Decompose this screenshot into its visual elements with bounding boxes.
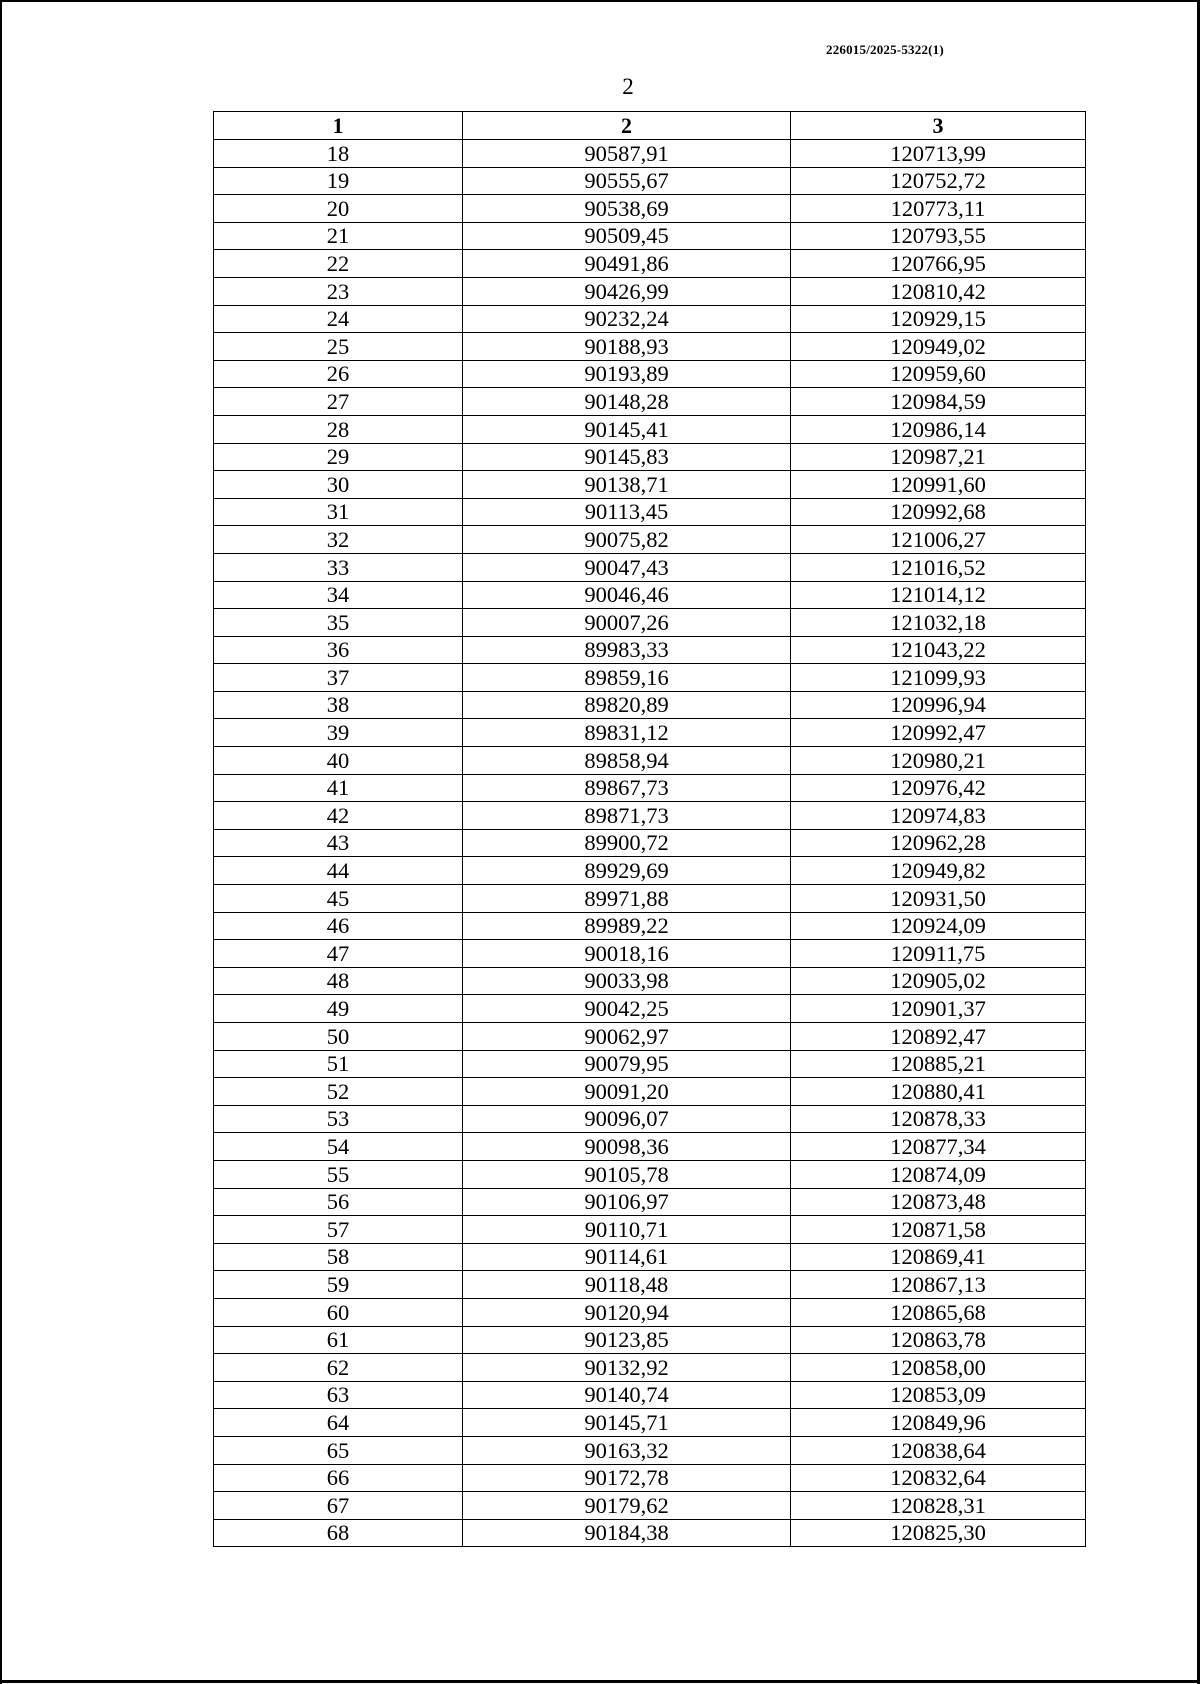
x-coordinate-cell: 90096,07 [463,1105,791,1133]
point-number-cell: 49 [214,995,463,1023]
table-row [214,1409,1086,1437]
y-coordinate-cell: 120980,21 [791,747,1086,775]
point-number-cell: 60 [214,1298,463,1326]
y-coordinate-cell: 120929,15 [791,305,1086,333]
x-coordinate-cell: 90123,85 [463,1326,791,1354]
page-border-top [0,0,1200,2]
x-coordinate-cell: 90193,89 [463,360,791,388]
coordinates-table [213,111,1086,1547]
table-row [214,1436,1086,1464]
x-coordinate-cell: 90587,91 [463,140,791,168]
table-row [214,195,1086,223]
table-row [214,415,1086,443]
point-number-cell: 22 [214,250,463,278]
x-coordinate-cell: 90555,67 [463,167,791,195]
point-number-cell: 38 [214,691,463,719]
point-number-cell: 28 [214,415,463,443]
table-row [214,1381,1086,1409]
table-row [214,691,1086,719]
x-coordinate-cell: 90426,99 [463,277,791,305]
x-coordinate-cell: 90110,71 [463,1216,791,1244]
point-number-cell: 63 [214,1381,463,1409]
point-number-cell: 27 [214,388,463,416]
point-number-cell: 26 [214,360,463,388]
y-coordinate-cell: 120825,30 [791,1519,1086,1547]
column-header-1: 1 [214,112,463,140]
y-coordinate-cell: 120901,37 [791,995,1086,1023]
table-row [214,1243,1086,1271]
y-coordinate-cell: 120949,82 [791,857,1086,885]
table-row [214,1105,1086,1133]
y-coordinate-cell: 120838,64 [791,1436,1086,1464]
point-number-cell: 37 [214,664,463,692]
point-number-cell: 41 [214,774,463,802]
x-coordinate-cell: 90091,20 [463,1078,791,1106]
table-row [214,664,1086,692]
table-row [214,747,1086,775]
y-coordinate-cell: 120984,59 [791,388,1086,416]
x-coordinate-cell: 90179,62 [463,1492,791,1520]
x-coordinate-cell: 90140,74 [463,1381,791,1409]
point-number-cell: 62 [214,1354,463,1382]
y-coordinate-cell: 120853,09 [791,1381,1086,1409]
x-coordinate-cell: 90132,92 [463,1354,791,1382]
table-header [214,112,1086,140]
x-coordinate-cell: 90538,69 [463,195,791,223]
table-row [214,250,1086,278]
point-number-cell: 50 [214,1023,463,1051]
point-number-cell: 67 [214,1492,463,1520]
y-coordinate-cell: 120878,33 [791,1105,1086,1133]
point-number-cell: 33 [214,553,463,581]
point-number-cell: 55 [214,1160,463,1188]
table-row [214,1519,1086,1547]
point-number-cell: 68 [214,1519,463,1547]
y-coordinate-cell: 121032,18 [791,609,1086,637]
point-number-cell: 52 [214,1078,463,1106]
point-number-cell: 44 [214,857,463,885]
table-body [214,140,1086,1547]
x-coordinate-cell: 90118,48 [463,1271,791,1299]
table-row [214,553,1086,581]
point-number-cell: 66 [214,1464,463,1492]
point-number-cell: 20 [214,195,463,223]
y-coordinate-cell: 120766,95 [791,250,1086,278]
table-row [214,140,1086,168]
x-coordinate-cell: 90079,95 [463,1050,791,1078]
x-coordinate-cell: 90491,86 [463,250,791,278]
y-coordinate-cell: 121006,27 [791,526,1086,554]
x-coordinate-cell: 90007,26 [463,609,791,637]
point-number-cell: 59 [214,1271,463,1299]
point-number-cell: 21 [214,222,463,250]
point-number-cell: 40 [214,747,463,775]
x-coordinate-cell: 90046,46 [463,581,791,609]
point-number-cell: 58 [214,1243,463,1271]
point-number-cell: 48 [214,967,463,995]
table-row [214,1464,1086,1492]
x-coordinate-cell: 90062,97 [463,1023,791,1051]
table-row [214,609,1086,637]
x-coordinate-cell: 90106,97 [463,1188,791,1216]
x-coordinate-cell: 90047,43 [463,553,791,581]
x-coordinate-cell: 89900,72 [463,829,791,857]
table-row [214,443,1086,471]
x-coordinate-cell: 89989,22 [463,912,791,940]
y-coordinate-cell: 120924,09 [791,912,1086,940]
y-coordinate-cell: 120832,64 [791,1464,1086,1492]
table-row [214,1216,1086,1244]
point-number-cell: 19 [214,167,463,195]
point-number-cell: 30 [214,471,463,499]
table-row [214,967,1086,995]
x-coordinate-cell: 90033,98 [463,967,791,995]
table-row [214,333,1086,361]
point-number-cell: 23 [214,277,463,305]
table-row [214,1078,1086,1106]
x-coordinate-cell: 89820,89 [463,691,791,719]
x-coordinate-cell: 90113,45 [463,498,791,526]
table-row [214,1326,1086,1354]
x-coordinate-cell: 90114,61 [463,1243,791,1271]
point-number-cell: 56 [214,1188,463,1216]
y-coordinate-cell: 120867,13 [791,1271,1086,1299]
y-coordinate-cell: 120987,21 [791,443,1086,471]
x-coordinate-cell: 89858,94 [463,747,791,775]
y-coordinate-cell: 120911,75 [791,940,1086,968]
table-row [214,912,1086,940]
point-number-cell: 36 [214,636,463,664]
page-border-bottom [0,1680,1200,1683]
point-number-cell: 35 [214,609,463,637]
y-coordinate-cell: 120931,50 [791,885,1086,913]
table-row [214,857,1086,885]
table-row [214,719,1086,747]
y-coordinate-cell: 120865,68 [791,1298,1086,1326]
point-number-cell: 39 [214,719,463,747]
table-row [214,1133,1086,1161]
y-coordinate-cell: 120959,60 [791,360,1086,388]
y-coordinate-cell: 120793,55 [791,222,1086,250]
page-border-left [0,0,2,1684]
y-coordinate-cell: 120871,58 [791,1216,1086,1244]
table-row [214,774,1086,802]
x-coordinate-cell: 90105,78 [463,1160,791,1188]
x-coordinate-cell: 90188,93 [463,333,791,361]
table-row [214,1492,1086,1520]
y-coordinate-cell: 120986,14 [791,415,1086,443]
y-coordinate-cell: 120869,41 [791,1243,1086,1271]
y-coordinate-cell: 120773,11 [791,195,1086,223]
x-coordinate-cell: 90232,24 [463,305,791,333]
x-coordinate-cell: 90148,28 [463,388,791,416]
table-row [214,581,1086,609]
x-coordinate-cell: 90145,41 [463,415,791,443]
table-row [214,498,1086,526]
x-coordinate-cell: 89831,12 [463,719,791,747]
table-row [214,1160,1086,1188]
x-coordinate-cell: 90098,36 [463,1133,791,1161]
x-coordinate-cell: 90145,83 [463,443,791,471]
x-coordinate-cell: 90075,82 [463,526,791,554]
table-row [214,802,1086,830]
x-coordinate-cell: 90509,45 [463,222,791,250]
y-coordinate-cell: 120905,02 [791,967,1086,995]
header-row [214,112,1086,140]
x-coordinate-cell: 89859,16 [463,664,791,692]
table-row [214,1050,1086,1078]
y-coordinate-cell: 120810,42 [791,277,1086,305]
point-number-cell: 53 [214,1105,463,1133]
document-number: 226015/2025-5322(1) [826,42,944,57]
table-row [214,1023,1086,1051]
x-coordinate-cell: 90018,16 [463,940,791,968]
point-number-cell: 57 [214,1216,463,1244]
point-number-cell: 32 [214,526,463,554]
table-row [214,885,1086,913]
point-number-cell: 61 [214,1326,463,1354]
y-coordinate-cell: 120949,02 [791,333,1086,361]
point-number-cell: 42 [214,802,463,830]
table-row [214,829,1086,857]
table-row [214,1188,1086,1216]
point-number-cell: 51 [214,1050,463,1078]
point-number-cell: 64 [214,1409,463,1437]
y-coordinate-cell: 120713,99 [791,140,1086,168]
x-coordinate-cell: 90138,71 [463,471,791,499]
table-row [214,636,1086,664]
x-coordinate-cell: 89867,73 [463,774,791,802]
table-row [214,388,1086,416]
table-row [214,360,1086,388]
point-number-cell: 54 [214,1133,463,1161]
y-coordinate-cell: 120849,96 [791,1409,1086,1437]
x-coordinate-cell: 89871,73 [463,802,791,830]
y-coordinate-cell: 121099,93 [791,664,1086,692]
point-number-cell: 34 [214,581,463,609]
page-number: 2 [622,74,634,99]
table-row [214,167,1086,195]
y-coordinate-cell: 120873,48 [791,1188,1086,1216]
table-row [214,222,1086,250]
table-row [214,1354,1086,1382]
x-coordinate-cell: 89929,69 [463,857,791,885]
table-row [214,526,1086,554]
point-number-cell: 47 [214,940,463,968]
point-number-cell: 46 [214,912,463,940]
y-coordinate-cell: 120828,31 [791,1492,1086,1520]
y-coordinate-cell: 120991,60 [791,471,1086,499]
point-number-cell: 25 [214,333,463,361]
y-coordinate-cell: 120992,68 [791,498,1086,526]
y-coordinate-cell: 121016,52 [791,553,1086,581]
y-coordinate-cell: 121043,22 [791,636,1086,664]
x-coordinate-cell: 90184,38 [463,1519,791,1547]
point-number-cell: 43 [214,829,463,857]
y-coordinate-cell: 120992,47 [791,719,1086,747]
x-coordinate-cell: 90120,94 [463,1298,791,1326]
table-row [214,995,1086,1023]
y-coordinate-cell: 120885,21 [791,1050,1086,1078]
y-coordinate-cell: 120863,78 [791,1326,1086,1354]
table-row [214,277,1086,305]
x-coordinate-cell: 90163,32 [463,1436,791,1464]
y-coordinate-cell: 120858,00 [791,1354,1086,1382]
point-number-cell: 18 [214,140,463,168]
y-coordinate-cell: 120752,72 [791,167,1086,195]
y-coordinate-cell: 120874,09 [791,1160,1086,1188]
y-coordinate-cell: 121014,12 [791,581,1086,609]
column-header-3: 3 [791,112,1086,140]
y-coordinate-cell: 120877,34 [791,1133,1086,1161]
y-coordinate-cell: 120996,94 [791,691,1086,719]
y-coordinate-cell: 120976,42 [791,774,1086,802]
table-row [214,305,1086,333]
y-coordinate-cell: 120880,41 [791,1078,1086,1106]
x-coordinate-cell: 90172,78 [463,1464,791,1492]
point-number-cell: 65 [214,1436,463,1464]
point-number-cell: 45 [214,885,463,913]
x-coordinate-cell: 89983,33 [463,636,791,664]
x-coordinate-cell: 89971,88 [463,885,791,913]
point-number-cell: 29 [214,443,463,471]
point-number-cell: 24 [214,305,463,333]
table-row [214,1271,1086,1299]
point-number-cell: 31 [214,498,463,526]
y-coordinate-cell: 120892,47 [791,1023,1086,1051]
y-coordinate-cell: 120962,28 [791,829,1086,857]
y-coordinate-cell: 120974,83 [791,802,1086,830]
table-row [214,471,1086,499]
table-row [214,940,1086,968]
column-header-2: 2 [463,112,791,140]
table-row [214,1298,1086,1326]
x-coordinate-cell: 90042,25 [463,995,791,1023]
x-coordinate-cell: 90145,71 [463,1409,791,1437]
